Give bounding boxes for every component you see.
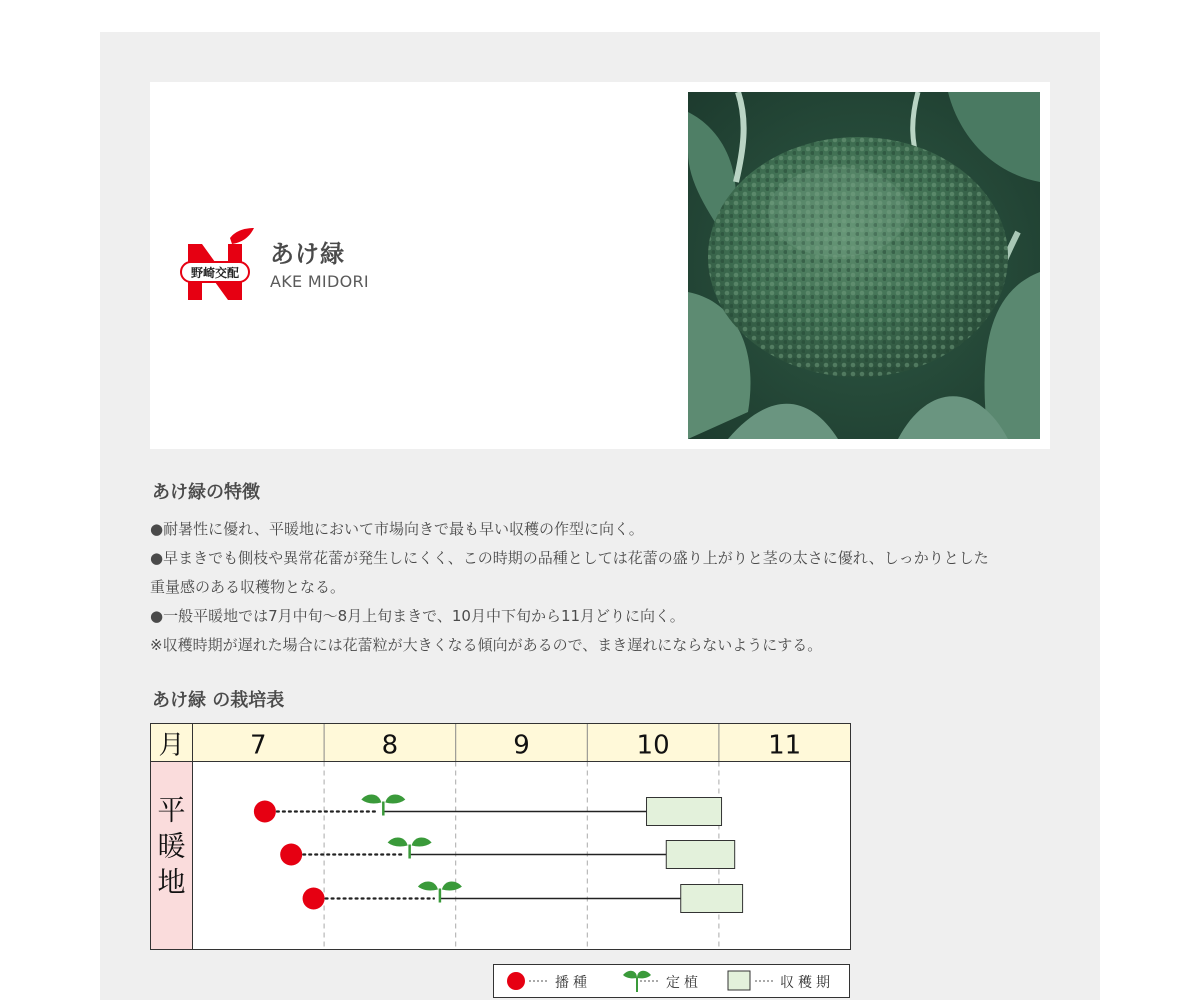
sow-marker	[254, 801, 276, 823]
month-header-label: 月	[158, 730, 185, 761]
schedule-legend	[493, 964, 850, 998]
month-label: 11	[768, 730, 802, 761]
region-label-char: 暖	[157, 829, 186, 863]
harvest-period-bar	[666, 841, 734, 869]
features-list	[150, 515, 1060, 660]
sow-marker	[280, 844, 302, 866]
feature-note: ※収穫時期が遅れた場合には花蕾粒が大きくなる傾向があるので、まき遅れにならないようにする。	[150, 636, 823, 654]
legend-sow-label: 播種	[555, 975, 591, 991]
sow-marker-icon	[507, 972, 525, 990]
schedule-title: あけ緑 の栽培表	[152, 690, 285, 711]
month-label: 8	[381, 730, 399, 761]
legend-plant-label: 定植	[666, 975, 702, 991]
harvest-swatch-icon	[728, 971, 750, 990]
harvest-period-bar	[681, 885, 743, 913]
product-name: あけ緑	[270, 240, 345, 268]
nozaki-brand-logo	[180, 228, 254, 304]
feature-line: 重量感のある収穫物となる。	[150, 578, 346, 596]
content-panel	[100, 32, 1100, 1000]
harvest-period-bar	[647, 798, 722, 826]
region-label-char: 平	[157, 793, 186, 827]
month-label: 7	[250, 730, 267, 761]
month-label: 9	[513, 730, 530, 761]
features-title: あけ緑の特徴	[152, 482, 260, 503]
sow-marker	[303, 888, 325, 910]
feature-line: ●一般平暖地では7月中旬～8月上旬まきで、10月中下旬から11月どりに向く。	[150, 607, 685, 625]
product-header-card	[150, 82, 1050, 449]
region-label-char: 地	[157, 865, 186, 899]
brand-logo-text: 野崎交配	[190, 266, 240, 280]
cultivation-schedule-chart	[150, 723, 851, 950]
feature-line: ●耐暑性に優れ、平暖地において市場向きで最も早い収穫の作型に向く。	[150, 520, 644, 538]
legend-harvest-label: 収穫期	[780, 975, 834, 991]
feature-line: ●早まきでも側枝や異常花蕾が発生しにくく、この時期の品種としては花蕾の盛り上がりと茎の太さに優れ、しっかりとした	[150, 549, 989, 567]
product-name-roman: AKE MIDORI	[270, 272, 369, 291]
broccoli-photo	[688, 92, 1040, 439]
month-label: 10	[636, 730, 670, 761]
